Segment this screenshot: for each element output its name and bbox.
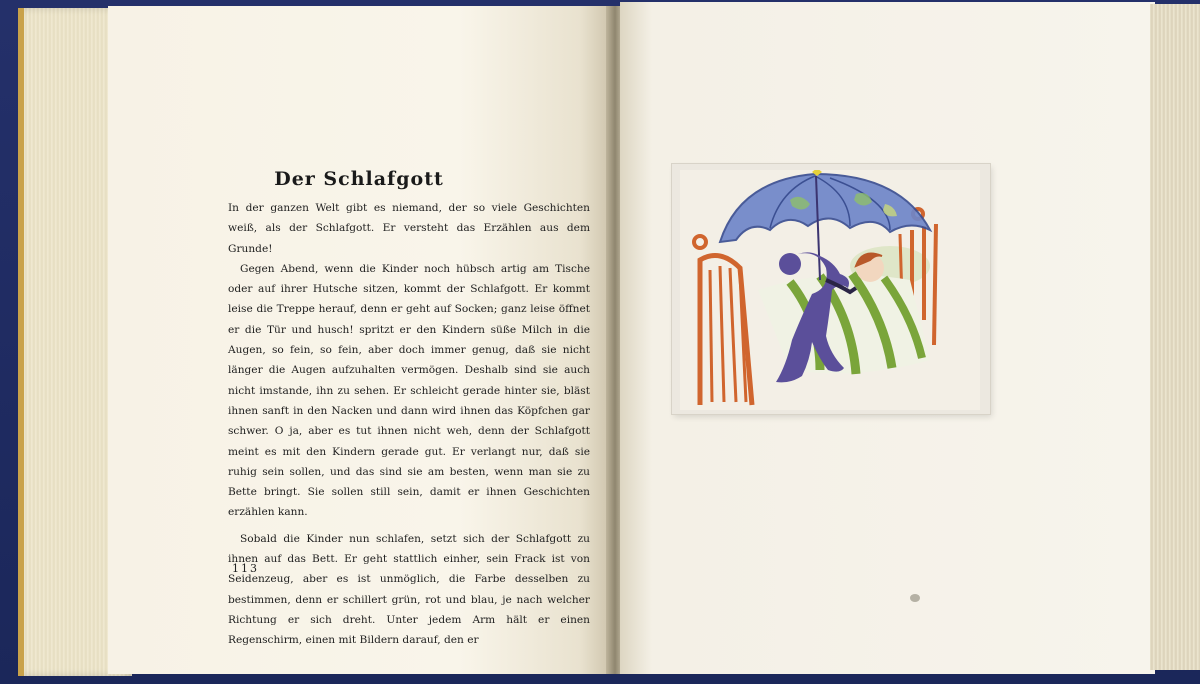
bed-frame-left	[694, 236, 752, 405]
paragraph-3: Sobald die Kinder nun schlafen, setzt sich der Schlafgott zu ihnen auf das Bett. Er geht stattlich einher, sein Frack ist von Seidenzeug, aber es ist unmöglich, die Farbe desselben zu bestimmen, denn er schillert grün, rot und blau, je nach welcher Richtung er sich dreht. Unter jedem Arm hält er einen Regenschirm, einen mit Bildern darauf, den er	[228, 532, 590, 647]
page-title: Der Schlafgott	[274, 168, 444, 190]
paragraph-1: In der ganzen Welt gibt es niemand, der so viele Geschichten weiß, als der Schlafgott. Er versteht das Erzählen aus dem Grunde!	[228, 202, 590, 255]
illustration-drawing	[680, 170, 980, 410]
page-number: 113	[232, 562, 259, 575]
page-speck	[910, 594, 920, 602]
right-page-edges	[1150, 4, 1200, 670]
paragraph-2: Gegen Abend, wenn die Kinder noch hübsch artig am Tische oder auf ihrer Hutsche sitzen, kommt der Schlafgott. Er kommt leise die Treppe herauf, denn er geht auf Socken; ganz leise öffnet er die Tür und husch! spritzt er den Kindern süße Milch in die Augen, so fein, so fein, aber doch immer genug, daß sie nicht länger die Augen aufzuhalten vermögen. Deshalb sind sie auch nicht imstande, ihn zu sehen. Er schleicht gerade hinter sie, bläst ihnen sanft in den Nacken und dann wird ihnen das Köpfchen gar schwer. O ja, aber es tut ihnen nicht weh, denn der Schlafgott meint es mit den Kindern gerade gut. Er verlangt nur, daß sie ruhig sein sollen, und das sind sie am besten, wenn man sie zu Bette bringt. Sie sollen still sein, damit er ihnen Geschichten erzählen kann.	[228, 262, 590, 519]
illustration-plate	[680, 170, 980, 410]
story-text	[228, 198, 590, 651]
